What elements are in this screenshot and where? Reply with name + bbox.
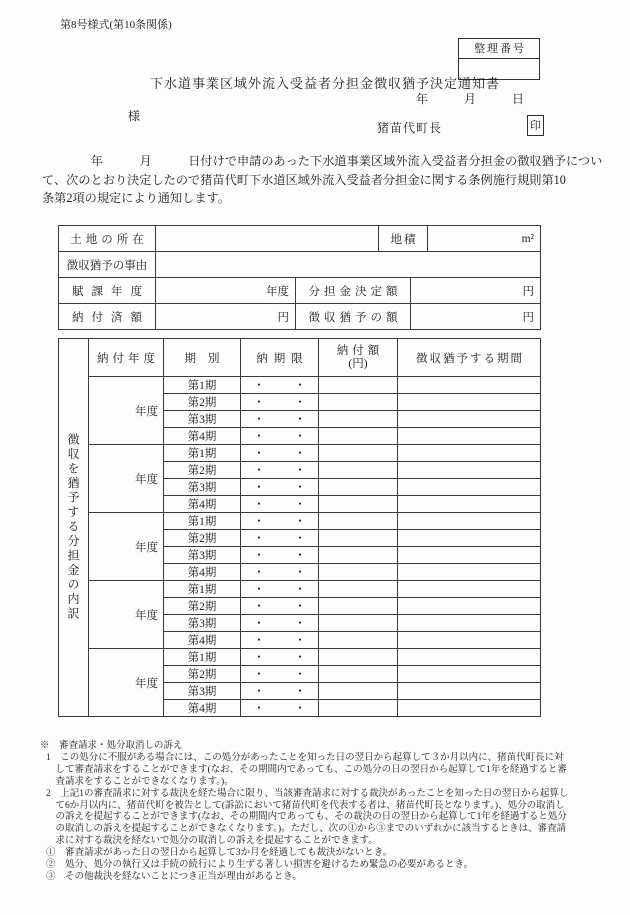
body-line: て、次のとおり決定したので猪苗代町下水道区域外流入受益者分担金に関する条例施行規則第10 (42, 172, 566, 187)
deferral-period-cell (398, 513, 541, 530)
deferral-period-cell (398, 445, 541, 462)
footnote-line: ① 審査請求があった日の翌日から起算して3か月を経過しても裁決がないとき。 (46, 848, 393, 859)
footnote-line: の訴えを提起することができます(なお、その期間内であっても、その裁決の日の翌日から起算して1年を経過すると処分 (46, 812, 567, 823)
summary-table (58, 225, 541, 330)
payment-year-cell: 年度 (89, 445, 164, 513)
amount-cell (319, 513, 398, 530)
amount-cell (319, 479, 398, 496)
period-cell: 第4期 (164, 700, 241, 717)
deferral-period-cell (398, 462, 541, 479)
amount-cell (319, 428, 398, 445)
levy-amount-label: 分担金決定額 (296, 278, 411, 304)
land-location-label: 土地の所在 (59, 226, 156, 252)
footnote-line: の取消しの訴えを提起することができなくなります。)。ただし、次の①から③までのいずれかに該当するときは、審査請 (46, 824, 567, 835)
due-date-cell: ・ ・ (241, 564, 319, 581)
period-cell: 第3期 (164, 615, 241, 632)
period-cell: 第3期 (164, 479, 241, 496)
payment-year-cell: 年度 (89, 581, 164, 649)
period-cell: 第4期 (164, 428, 241, 445)
levy-year-label: 賦課年度 (59, 278, 156, 304)
amount-cell (319, 377, 398, 394)
period-cell: 第3期 (164, 683, 241, 700)
due-date-cell: ・ ・ (241, 700, 319, 717)
paid-amount-unit: 円 (156, 304, 296, 330)
due-date-cell: ・ ・ (241, 428, 319, 445)
period-cell: 第2期 (164, 666, 241, 683)
schedule-row (59, 649, 541, 666)
payment-year-cell: 年度 (89, 513, 164, 581)
amount-cell (319, 581, 398, 598)
due-date-cell: ・ ・ (241, 581, 319, 598)
amount-cell (319, 700, 398, 717)
summary-row-levy (59, 278, 541, 304)
payment-year-cell: 年度 (89, 649, 164, 717)
due-date-cell: ・ ・ (241, 598, 319, 615)
schedule-side-label-cell (59, 339, 89, 717)
deferral-reason-label: 徴収猶予の事由 (59, 252, 156, 278)
due-date-cell: ・ ・ (241, 547, 319, 564)
reference-number-label: 整理番号 (459, 39, 539, 59)
due-date-cell: ・ ・ (241, 394, 319, 411)
amount-cell (319, 462, 398, 479)
land-area-label: 地積 (379, 226, 428, 252)
amount-cell (319, 683, 398, 700)
amount-cell (319, 547, 398, 564)
deferral-period-cell (398, 700, 541, 717)
summary-row-paid (59, 304, 541, 330)
header-amount (319, 339, 398, 377)
schedule-row (59, 445, 541, 462)
amount-cell (319, 598, 398, 615)
period-cell: 第1期 (164, 377, 241, 394)
due-date-cell: ・ ・ (241, 649, 319, 666)
levy-amount-unit: 円 (411, 278, 541, 304)
due-date-cell: ・ ・ (241, 530, 319, 547)
schedule-row (59, 377, 541, 394)
document-title: 下水道事業区域外流入受益者分担金徴収猶予決定通知書 (149, 76, 500, 91)
deferred-amount-label: 徴収猶予の額 (296, 304, 411, 330)
amount-cell (319, 394, 398, 411)
seal-mark: 印 (527, 115, 544, 136)
amount-cell (319, 445, 398, 462)
schedule-side-label: 徴収を猶予する分担金の内訳 (66, 433, 80, 622)
due-date-cell: ・ ・ (241, 513, 319, 530)
land-area-unit: m² (428, 226, 541, 252)
due-date-cell: ・ ・ (241, 479, 319, 496)
deferral-period-cell (398, 411, 541, 428)
footnote-line: して審査請求をすることができます(なお、その期間内であっても、この処分の日の翌日から起算して1年を経過すると審 (46, 764, 567, 775)
deferral-period-cell (398, 683, 541, 700)
form-number: 第8号様式(第10条関係) (60, 19, 172, 31)
body-paragraph (42, 152, 608, 208)
deferral-period-cell (398, 394, 541, 411)
summary-row-reason (59, 252, 541, 278)
period-cell: 第2期 (164, 462, 241, 479)
sender-name: 猪苗代町長 (377, 121, 443, 135)
due-date-cell: ・ ・ (241, 632, 319, 649)
deferral-period-cell (398, 496, 541, 513)
land-location-value (156, 226, 379, 252)
period-cell: 第2期 (164, 530, 241, 547)
due-date-cell: ・ ・ (241, 377, 319, 394)
due-date-cell: ・ ・ (241, 666, 319, 683)
deferral-period-cell (398, 530, 541, 547)
deferral-period-cell (398, 564, 541, 581)
due-date-cell: ・ ・ (241, 683, 319, 700)
due-date-cell: ・ ・ (241, 496, 319, 513)
period-cell: 第1期 (164, 513, 241, 530)
footnote-line: ③ その他裁決を経ないことにつき正当が理由があるとき。 (46, 871, 302, 882)
deferral-reason-value (156, 252, 541, 278)
deferral-period-cell (398, 581, 541, 598)
date-line: 年 月 日 (415, 92, 524, 106)
due-date-cell: ・ ・ (241, 411, 319, 428)
footnotes (38, 741, 610, 884)
schedule-table (58, 338, 541, 717)
deferred-amount-unit: 円 (411, 304, 541, 330)
deferral-period-cell (398, 377, 541, 394)
summary-row-land (59, 226, 541, 252)
schedule-body (59, 339, 541, 717)
due-date-cell: ・ ・ (241, 462, 319, 479)
amount-cell (319, 411, 398, 428)
amount-cell (319, 530, 398, 547)
payment-year-cell: 年度 (89, 377, 164, 445)
amount-cell (319, 564, 398, 581)
deferral-period-cell (398, 428, 541, 445)
paid-amount-label: 納付済額 (59, 304, 156, 330)
amount-cell (319, 615, 398, 632)
schedule-row (59, 513, 541, 530)
footnote-line: 査請求をすることができなくなります。)。 (46, 776, 234, 787)
period-cell: 第2期 (164, 394, 241, 411)
header-amount-line1: 納付額 (336, 344, 384, 357)
due-date-cell: ・ ・ (241, 615, 319, 632)
amount-cell (319, 632, 398, 649)
amount-cell (319, 496, 398, 513)
header-period: 期別 (164, 339, 241, 377)
amount-cell (319, 666, 398, 683)
period-cell: 第4期 (164, 496, 241, 513)
period-cell: 第2期 (164, 598, 241, 615)
deferral-period-cell (398, 615, 541, 632)
deferral-period-cell (398, 632, 541, 649)
period-cell: 第4期 (164, 632, 241, 649)
period-cell: 第4期 (164, 564, 241, 581)
deferral-period-cell (398, 666, 541, 683)
deferral-period-cell (398, 649, 541, 666)
schedule-header-row (59, 339, 541, 377)
footnote-line: 2 上記1の審査請求に対する裁決を経た場合に限り、当該審査請求に対する裁決があったことを知った日の翌日から起算し (46, 788, 569, 799)
period-cell: 第3期 (164, 411, 241, 428)
period-cell: 第1期 (164, 581, 241, 598)
body-line: 条第2項の規定により通知します。 (42, 191, 230, 205)
period-cell: 第3期 (164, 547, 241, 564)
header-deferral-period: 徴収猶予する期間 (398, 339, 541, 377)
footnotes-heading: ※ 審査請求・処分取消しの訴え (40, 741, 183, 751)
due-date-cell: ・ ・ (241, 445, 319, 462)
body-line: 年 月 日付けで申請のあった下水道事業区域外流入受益者分担金の徴収猶予につい (42, 154, 603, 168)
footnote-line: て6か月以内に、猪苗代町を被告として(訴訟において猪苗代町を代表する者は、猪苗代町長となります。)、処分の取消し (46, 800, 565, 811)
header-amount-line2: (円) (348, 357, 368, 370)
header-payment-year: 納付年度 (89, 339, 164, 377)
deferral-period-cell (398, 479, 541, 496)
header-due-date: 納期限 (241, 339, 319, 377)
period-cell: 第1期 (164, 445, 241, 462)
levy-year-value-unit: 年度 (156, 278, 296, 304)
amount-cell (319, 649, 398, 666)
footnote-line: ② 処分、処分の執行又は手続の続行により生ずる著しい損害を避けるため緊急の必要があるとき。 (46, 860, 474, 871)
addressee-suffix: 様 (128, 109, 141, 123)
footnote-line: 求に対する裁決を経ないで処分の取消しの訴えを提起することができます。 (46, 836, 378, 847)
schedule-row (59, 581, 541, 598)
period-cell: 第1期 (164, 649, 241, 666)
deferral-period-cell (398, 598, 541, 615)
footnote-line: 1 この処分に不服がある場合には、この処分があったことを知った日の翌日から起算して３か月以内に、猪苗代町長に対 (46, 752, 564, 763)
deferral-period-cell (398, 547, 541, 564)
